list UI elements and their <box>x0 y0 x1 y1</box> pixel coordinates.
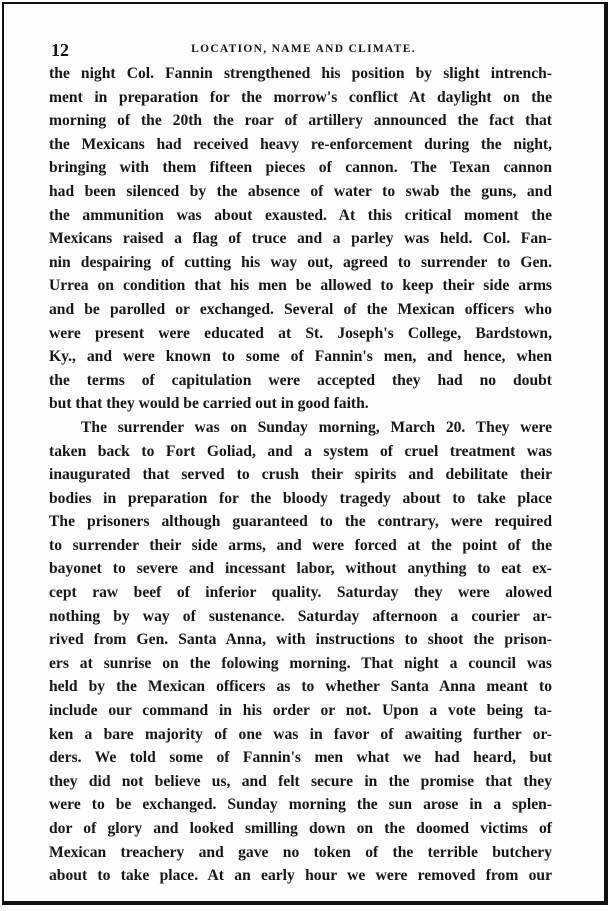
paragraph-start-line: The surrender was on Sunday morning, March 20. They were <box>81 418 552 436</box>
text-line: ders. We told some of Fannin's men what we had heard, but <box>49 749 552 767</box>
text-line: inaugurated that served to crush their spirits and debilitate their <box>49 466 552 484</box>
text-line: the terms of capitulation were accepted they had no doubt <box>49 371 552 389</box>
text-line: bayonet to severe and incessant labor, without anything to eat ex- <box>49 560 552 578</box>
text-line: were present were educated at St. Joseph's College, Bardstown, <box>49 324 552 342</box>
text-line: the Mexicans had received heavy re-enforcement during the night, <box>49 135 552 153</box>
text-line: Mexican treachery and gave no token of the terrible butchery <box>49 843 552 861</box>
running-title: LOCATION, NAME AND CLIMATE. <box>191 43 416 55</box>
text-line: held by the Mexican officers as to whether Santa Anna meant to <box>49 678 552 696</box>
text-line: morning of the 20th the roar of artillery announced the fact that <box>49 112 552 130</box>
text-line: Mexicans raised a flag of truce and a parley was held. Col. Fan- <box>49 230 552 248</box>
page-number: 12 <box>51 40 69 60</box>
text-line: taken back to Fort Goliad, and a system of cruel treatment was <box>49 442 552 460</box>
text-line: include our command in his order or not. Upon a vote being ta- <box>49 702 552 720</box>
text-line: The prisoners although guaranteed to the contrary, were required <box>49 513 552 531</box>
text-line: nothing by way of sustenance. Saturday afternoon a courier ar- <box>49 607 552 625</box>
text-line: and be parolled or exchanged. Several of the Mexican officers who <box>49 300 552 318</box>
text-line: ers at sunrise on the folowing morning. That night a council was <box>49 654 552 672</box>
text-line: they did not believe us, and felt secure in the promise that they <box>49 772 552 790</box>
text-line: to surrender their side arms, and were forced at the point of the <box>49 536 552 554</box>
text-line: Ky., and were known to some of Fannin's men, and hence, when <box>49 348 552 366</box>
text-line: the night Col. Fannin strengthened his position by slight intrench- <box>49 65 552 82</box>
text-line: about to take place. At an early hour we were removed from our <box>49 867 552 885</box>
text-line: ment in preparation for the morrow's conflict At daylight on the <box>49 88 552 106</box>
text-line: cept raw beef of inferior quality. Saturday they were alowed <box>49 584 552 602</box>
running-head <box>51 40 556 62</box>
text-line: ken a bare majority of one was in favor of awaiting further or- <box>49 725 552 743</box>
text-line: dor of glory and looked smilling down on the doomed victims of <box>49 820 552 837</box>
text-line: nin despairing of cutting his way out, agreed to surrender to Gen. <box>49 253 552 271</box>
text-line: the ammunition was about exausted. At this critical moment the <box>49 206 552 224</box>
text-line: Urrea on condition that his men be allowed to keep their side arms <box>49 277 552 295</box>
text-line: bringing with them fifteen pieces of cannon. The Texan cannon <box>49 159 552 177</box>
text-line: had been silenced by the absence of water to swab the guns, and <box>49 182 552 200</box>
paragraph-end-line: but that they would be carried out in good faith. <box>49 395 369 413</box>
text-line: were to be exchanged. Sunday morning the sun arose in a splen- <box>49 796 552 814</box>
text-line: rived from Gen. Santa Anna, with instructions to shoot the prison- <box>49 631 552 649</box>
text-line: bodies in preparation for the bloody tragedy about to take place <box>49 489 552 507</box>
body-text <box>49 62 552 888</box>
